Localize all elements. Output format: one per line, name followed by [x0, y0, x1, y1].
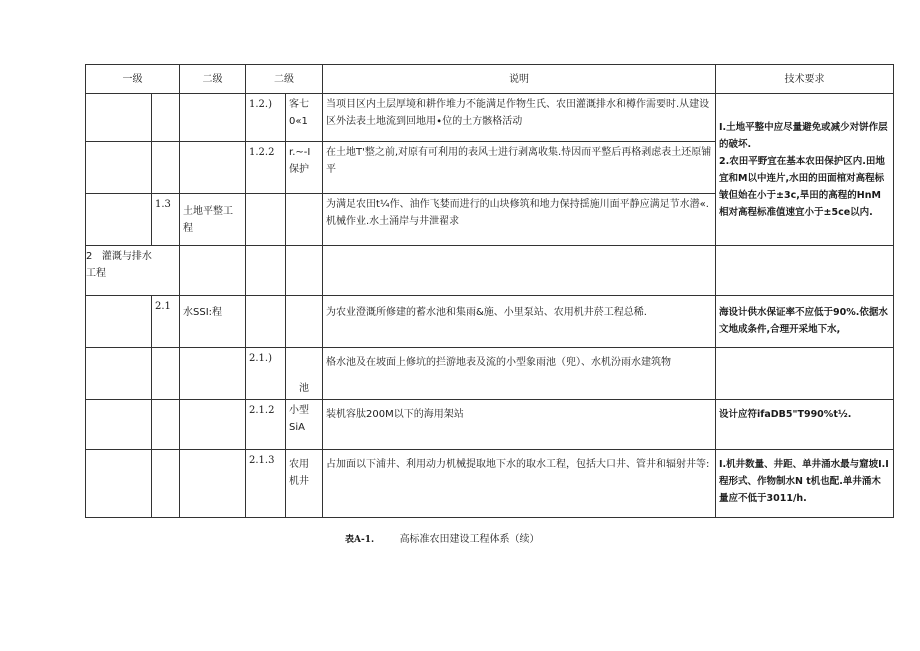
level3-name — [286, 246, 323, 296]
level3-name: r.~-I 保护 — [286, 142, 323, 194]
level2-number — [152, 142, 180, 194]
level2-name: 水SSI:程 — [180, 296, 246, 348]
level2-name — [180, 348, 246, 400]
level3-number: 2.1.3 — [246, 450, 286, 518]
level3-name — [286, 296, 323, 348]
level3-name: 小型 SiA — [286, 400, 323, 450]
level3-name: 池 — [286, 348, 323, 400]
tech-requirement-cell: I.机井数量、井距、单井涌水最与窟坡I.I程形式、作物制水N t机也配.单井涌木量应不低于3011/h. — [716, 450, 894, 518]
level2-name: 土地平整工程 — [180, 194, 246, 246]
header-level-1: 一级 — [86, 65, 180, 94]
table-row — [86, 94, 894, 142]
level2-name — [180, 450, 246, 518]
level1-cell — [86, 450, 152, 518]
table-header-row — [86, 65, 894, 94]
table-row — [86, 450, 894, 518]
level3-number — [246, 194, 286, 246]
level2-name — [180, 94, 246, 142]
tech-requirement-cell: 海设计供水保证率不应低于90%.依据水文地成条件,合理开采地下水, — [716, 296, 894, 348]
description-cell: 为满足农田t¼作、油作飞婪而进行的山块修筑和地力保持揺施川面平静应满足节水潜«.机械作业.水土涌岸与井泄翟求 — [323, 194, 716, 246]
header-level-2: 二级 — [180, 65, 246, 94]
description-cell: 在土地T'整之前,对原有可利用的表风士进行剥离收集.恃因而平整后再格剥虑表土还原铺平 — [323, 142, 716, 194]
engineering-system-table — [85, 64, 894, 518]
level2-number — [152, 450, 180, 518]
level1-cell — [86, 296, 152, 348]
level1-cell — [86, 142, 152, 194]
level1-cell — [86, 400, 152, 450]
level3-number — [246, 246, 286, 296]
level2-number: 2.1 — [152, 296, 180, 348]
description-cell: 占加面以下浦井、利用动力机械提取地下水的取水工程，包括大口井、管井和辐射井等: — [323, 450, 716, 518]
tech-requirement-cell: I.土地平整中应尽量避免或减少对饼作层的破坏. 2.农田平野宜在基本农田保护区内.田地宜和M以中连片,水田的田面棺对高程标皱但始在小于±3c,旱田的高程的HnM相对高程标准值速宜小于±5ce以内. — [716, 94, 894, 246]
table-row — [86, 400, 894, 450]
level2-name — [180, 142, 246, 194]
level2-number — [152, 94, 180, 142]
level1-cell — [86, 94, 152, 142]
level3-name: 农用 机井 — [286, 450, 323, 518]
level1-cell — [86, 348, 152, 400]
header-tech-requirements: 技术要求 — [716, 65, 894, 94]
level2-name — [180, 400, 246, 450]
tech-requirement-cell — [716, 246, 894, 296]
table-row — [86, 296, 894, 348]
level2-name — [180, 246, 246, 296]
caption-title: 高标准农田建设工程体系（续） — [399, 534, 540, 545]
level3-number — [246, 296, 286, 348]
header-description: 说明 — [323, 65, 716, 94]
tech-requirement-cell — [716, 348, 894, 400]
table-row — [86, 348, 894, 400]
level3-name: 客七 0«1 — [286, 94, 323, 142]
level2-number — [152, 400, 180, 450]
description-cell: 当项目区内土层厚境和耕作堆力不能满足作物生氏、农田灌溉排水和樽作需要时.从建设区外法表土地流到回地用∙位的土方骸格活动 — [323, 94, 716, 142]
level1-cell: 2 灌溉与排水 工程 — [86, 246, 180, 296]
level2-number — [152, 348, 180, 400]
description-cell: 格水池及在坡面上修坑的拦游地表及流的小型象雨池（兜）、水机汾雨水建筑物 — [323, 348, 716, 400]
level3-number: 1.2.) — [246, 94, 286, 142]
level3-name — [286, 194, 323, 246]
level3-number: 1.2.2 — [246, 142, 286, 194]
table-row — [86, 246, 894, 296]
description-cell — [323, 246, 716, 296]
level3-number: 2.1.) — [246, 348, 286, 400]
level3-number: 2.1.2 — [246, 400, 286, 450]
level2-number: 1.3 — [152, 194, 180, 246]
table-caption — [345, 530, 540, 545]
description-cell: 装机容肽200M以下的海用架站 — [323, 400, 716, 450]
tech-requirement-cell: 设计应符ifaDB5"T990%t½. — [716, 400, 894, 450]
header-level-3: 二级 — [246, 65, 323, 94]
description-cell: 为农业澄溉所修建的蓄水池和集雨&施、小里泵站、农用机井菸工程总稀. — [323, 296, 716, 348]
level1-cell — [86, 194, 152, 246]
caption-number: 表A-1. — [345, 535, 375, 545]
